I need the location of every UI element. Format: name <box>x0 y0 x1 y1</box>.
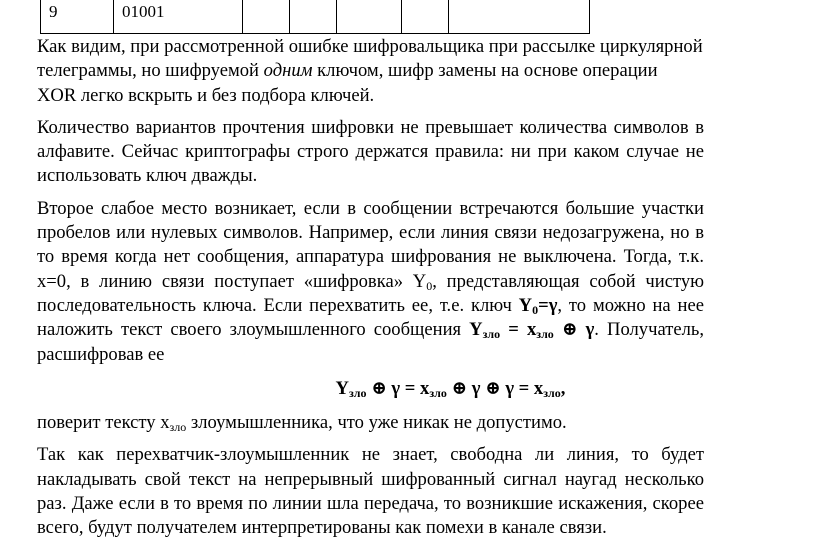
table-cell <box>402 0 449 34</box>
text-line: каком случае не использовать ключ дважды. <box>37 141 704 187</box>
text-line: ключом, шифр замены на основе операции <box>312 60 658 82</box>
emphasis-text: одним <box>263 60 313 82</box>
text-line: чистую последовательность ключа. Если перехватить ее, т.е. ключ <box>37 270 705 316</box>
subscript: зло <box>543 385 561 400</box>
text-line: XOR легко вскрыть и без подбора ключей. <box>37 84 375 106</box>
formula-symbol: Y <box>518 294 533 316</box>
subscript: зло <box>429 385 447 400</box>
table-row <box>41 0 590 34</box>
text-line: . <box>594 319 599 341</box>
table-cell <box>449 0 590 34</box>
text-line: пробелов или нулевых символов. Например, если линия связи недозагружена, <box>37 222 665 244</box>
subscript: зло <box>169 420 187 435</box>
text-line: но в то время когда нет сообщения, аппаратура шифрования не выключена. <box>37 222 704 268</box>
text-line: Количество вариантов прочтения шифровки не превышает количества <box>37 116 608 138</box>
formula-symbol: =γ <box>538 294 558 316</box>
table-cell <box>243 0 290 34</box>
table-cell: 9 <box>41 0 114 34</box>
formula-symbol: ⊕ γ <box>553 319 595 341</box>
text-line: , представляющая собой <box>432 270 636 292</box>
text-line: телеграммы, но шифруемой <box>37 60 264 82</box>
subscript: зло <box>482 327 501 342</box>
text-line: Как видим, при рассмотренной ошибке шифровальщика при рассылке циркулярной <box>37 36 703 57</box>
text-line: канале связи. <box>501 517 607 539</box>
formula-symbol: , <box>560 377 566 399</box>
text-line: Получатель, расшифровав ее <box>37 319 704 365</box>
text-line: поверит тексту x <box>37 412 170 434</box>
paragraph-1 <box>37 35 704 108</box>
subscript: зло <box>348 385 367 400</box>
text-line: Тогда, т.к. x=0, в линию связи поступает «шифровка» Y <box>37 246 704 292</box>
subscript: зло <box>536 327 554 342</box>
text-line: , то <box>557 294 587 316</box>
text-line: злоумышленника, что уже никак не допустимо. <box>186 412 567 434</box>
subscript: 0 <box>532 302 539 317</box>
formula-symbol: ⊕ γ = x <box>366 377 430 399</box>
text-line: символов в алфавите. Сейчас криптографы строго держатся правила: ни при <box>37 116 704 163</box>
formula-symbol: = x <box>500 319 537 341</box>
formula-line <box>37 377 704 401</box>
formula-symbol: Y <box>335 377 349 399</box>
text-line: накладывать свой текст на непрерывный шифрованный сигнал наугад <box>37 468 617 490</box>
paragraph-5 <box>37 443 704 540</box>
paragraph-2 <box>37 116 704 189</box>
table-cell <box>290 0 337 34</box>
text-line: Второе слабое место возникает, если в сообщении встречаются большие участки <box>37 197 704 219</box>
document-body <box>37 35 704 549</box>
paragraph-4 <box>37 411 704 435</box>
text-line: искажения, скорее всего, будут получателем интерпретированы как помехи в <box>37 493 704 539</box>
paragraph-3 <box>37 197 704 367</box>
binary-table <box>40 0 590 34</box>
text-line: можно на нее наложить текст своего злоумышленного сообщения <box>37 294 704 341</box>
subscript: 0 <box>426 278 433 293</box>
formula-symbol: Y <box>469 319 483 341</box>
text-line: Так как перехватчик-злоумышленник не знает, свободна ли линия, то будет <box>37 444 704 466</box>
table-cell: 01001 <box>114 0 243 34</box>
formula-symbol: ⊕ γ ⊕ γ = x <box>446 377 544 399</box>
table-cell <box>337 0 402 34</box>
text-line: несколько раз. Даже если в то время по линии шла передача, то возникшие <box>37 468 704 515</box>
